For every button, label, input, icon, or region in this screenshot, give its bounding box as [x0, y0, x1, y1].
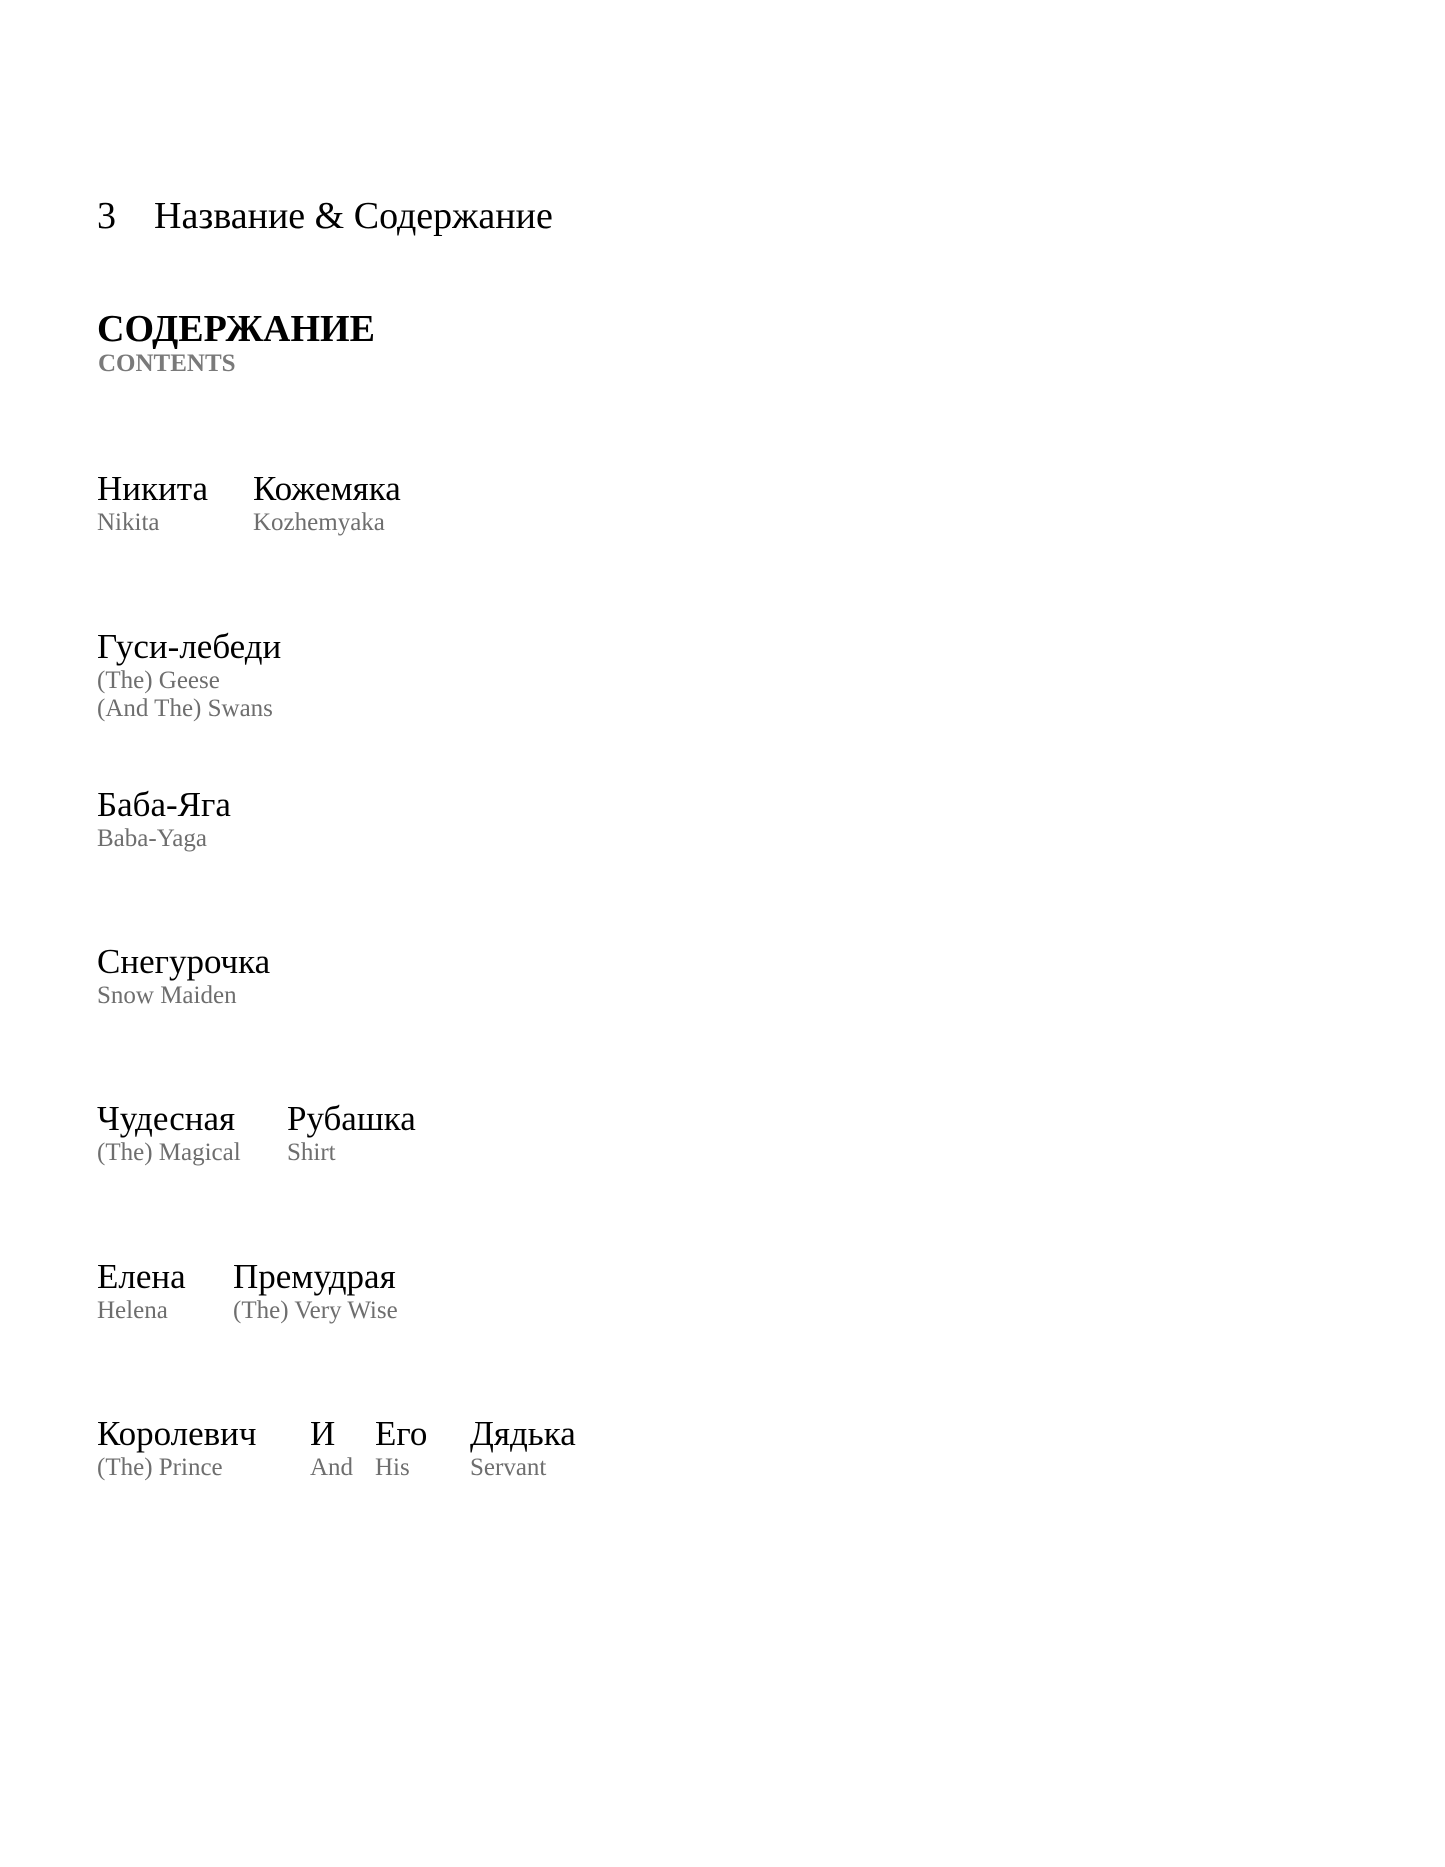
russian-word: Никита: [97, 469, 208, 508]
english-gloss: Helena: [97, 1297, 168, 1324]
contents-entry[interactable]: [97, 1099, 416, 1167]
english-gloss: (The) Magical: [97, 1139, 241, 1166]
english-gloss: And: [310, 1454, 354, 1481]
english-gloss: Nikita: [97, 509, 160, 536]
contents-entry[interactable]: [97, 469, 401, 537]
english-gloss: (The) Very Wise: [233, 1297, 398, 1324]
chapter-number: 3: [97, 195, 116, 237]
russian-word: Его: [375, 1414, 428, 1453]
russian-word: Гуси-лебеди: [97, 627, 282, 666]
entry-word: [310, 1414, 354, 1482]
english-gloss: Shirt: [287, 1139, 336, 1166]
entry-word: [97, 942, 270, 1010]
russian-word: Премудрая: [233, 1257, 396, 1296]
contents-subtitle: CONTENTS: [98, 350, 236, 377]
contents-entry[interactable]: [97, 1414, 576, 1482]
entry-word: [97, 627, 281, 723]
russian-word: И: [310, 1414, 336, 1453]
entry-word: [97, 1099, 250, 1167]
entry-word: [233, 1257, 398, 1325]
english-gloss: Kozhemyaka: [253, 509, 385, 536]
russian-word: Елена: [97, 1257, 186, 1296]
english-gloss: His: [375, 1454, 410, 1481]
contents-entry[interactable]: [97, 942, 270, 1010]
chapter-heading: [97, 190, 553, 242]
chapter-title: Название & Содержание: [154, 195, 553, 237]
english-gloss: (And The) Swans: [97, 695, 273, 722]
russian-word: Снегурочка: [97, 942, 271, 981]
entry-word: [97, 1414, 273, 1482]
entry-word: [375, 1414, 433, 1482]
english-gloss: Snow Maiden: [97, 982, 237, 1009]
contents-entry[interactable]: [97, 627, 281, 723]
entry-word: [97, 785, 231, 853]
contents-entry[interactable]: [97, 1257, 398, 1325]
entry-word: [97, 1257, 196, 1325]
russian-word: Дядька: [470, 1414, 576, 1453]
russian-word: Рубашка: [287, 1099, 416, 1138]
contents-entry[interactable]: [97, 785, 231, 853]
english-gloss: Baba-Yaga: [97, 825, 207, 852]
english-gloss: (The) Prince: [97, 1454, 223, 1481]
contents-title: СОДЕРЖАНИЕ: [97, 308, 375, 350]
entry-word: [470, 1414, 576, 1482]
russian-word: Баба-Яга: [97, 785, 231, 824]
russian-word: Чудесная: [97, 1099, 236, 1138]
entry-word: [97, 469, 216, 537]
russian-word: Кожемяка: [253, 469, 401, 508]
entry-word: [287, 1099, 416, 1167]
english-gloss: (The) Geese: [97, 667, 220, 694]
english-gloss: Servant: [470, 1454, 547, 1481]
russian-word: Королевич: [97, 1414, 257, 1453]
entry-word: [253, 469, 401, 537]
